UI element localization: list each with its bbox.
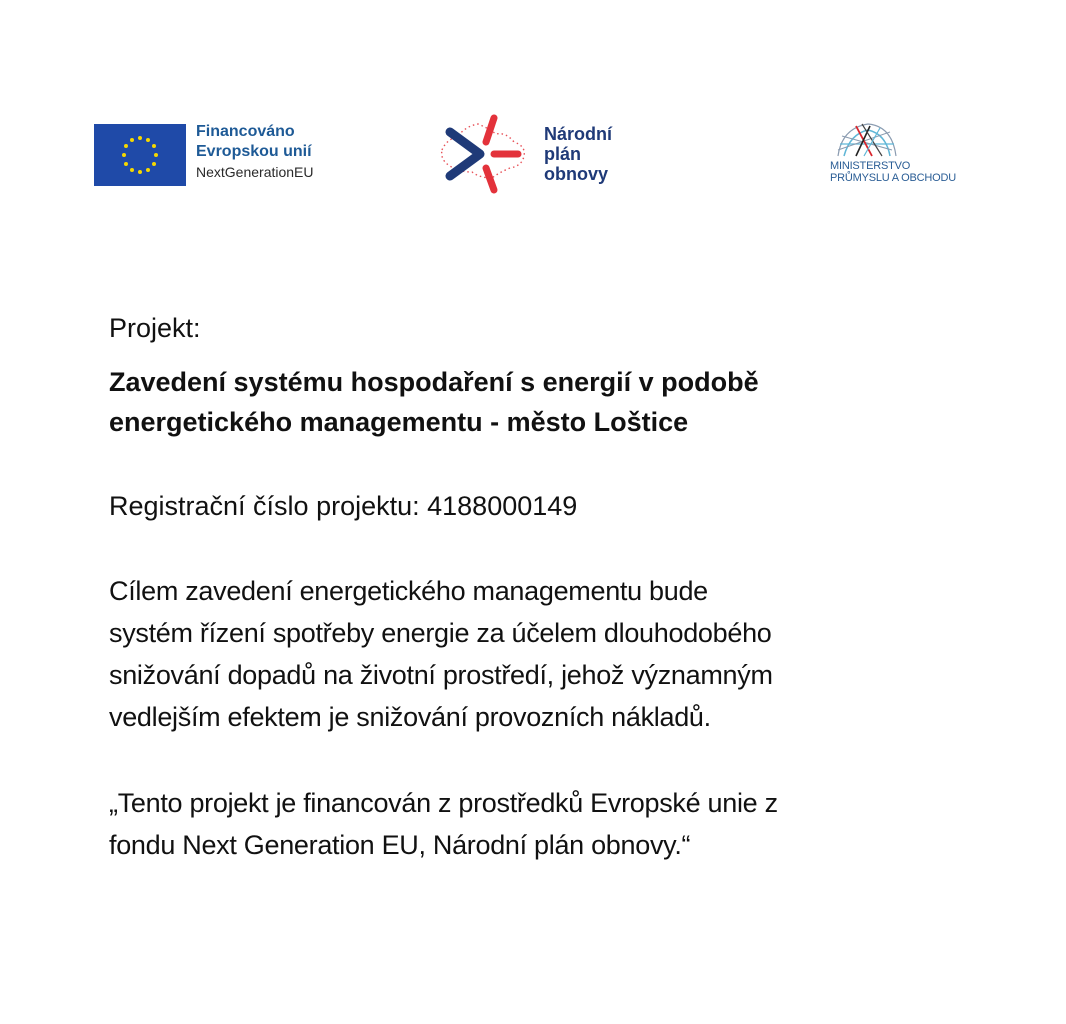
logo-header [0,0,1066,240]
mpo-globe-icon [834,120,900,160]
eu-logo-line3: NextGenerationEU [196,164,314,180]
funding-line: „Tento projekt je financován z prostředků Evropské unie z [109,788,778,818]
npo-logo-line1: Národní [544,124,613,144]
eu-logo-line1: Financováno [196,123,295,140]
project-title [109,362,1009,442]
description-line: Cílem zavedení energetického managementu bude [109,576,708,606]
description-line: systém řízení spotřeby energie za účelem dlouhodobého [109,618,772,648]
mpo-logo-line1: MINISTERSTVO [830,160,911,172]
npo-logo-line3: obnovy [544,164,609,184]
funding-statement [109,782,1009,866]
document-body [109,310,1009,866]
npo-arrow-icon [436,112,532,196]
eu-flag-icon [94,124,186,186]
project-description [109,570,1009,738]
funding-line: fondu Next Generation EU, Národní plán obnovy.“ [109,830,691,860]
project-title-line: Zavedení systému hospodaření s energií v podobě [109,367,759,397]
description-line: snižování dopadů na životní prostředí, jehož významným [109,660,773,690]
project-title-line: energetického managementu - město Loštice [109,407,689,437]
eu-logo-line2: Evropskou unií [196,143,312,160]
eu-funding-logo [94,124,314,186]
registration-number: Registrační číslo projektu: 4188000149 [109,491,578,521]
description-line: vedlejším efektem je snižování provozních nákladů. [109,702,711,732]
npo-logo [436,112,612,196]
npo-logo-line2: plán [544,144,582,164]
mpo-logo-line2: PRŮMYSLU A OBCHODU [830,172,956,184]
project-label: Projekt: [109,313,201,343]
mpo-logo [830,120,956,184]
